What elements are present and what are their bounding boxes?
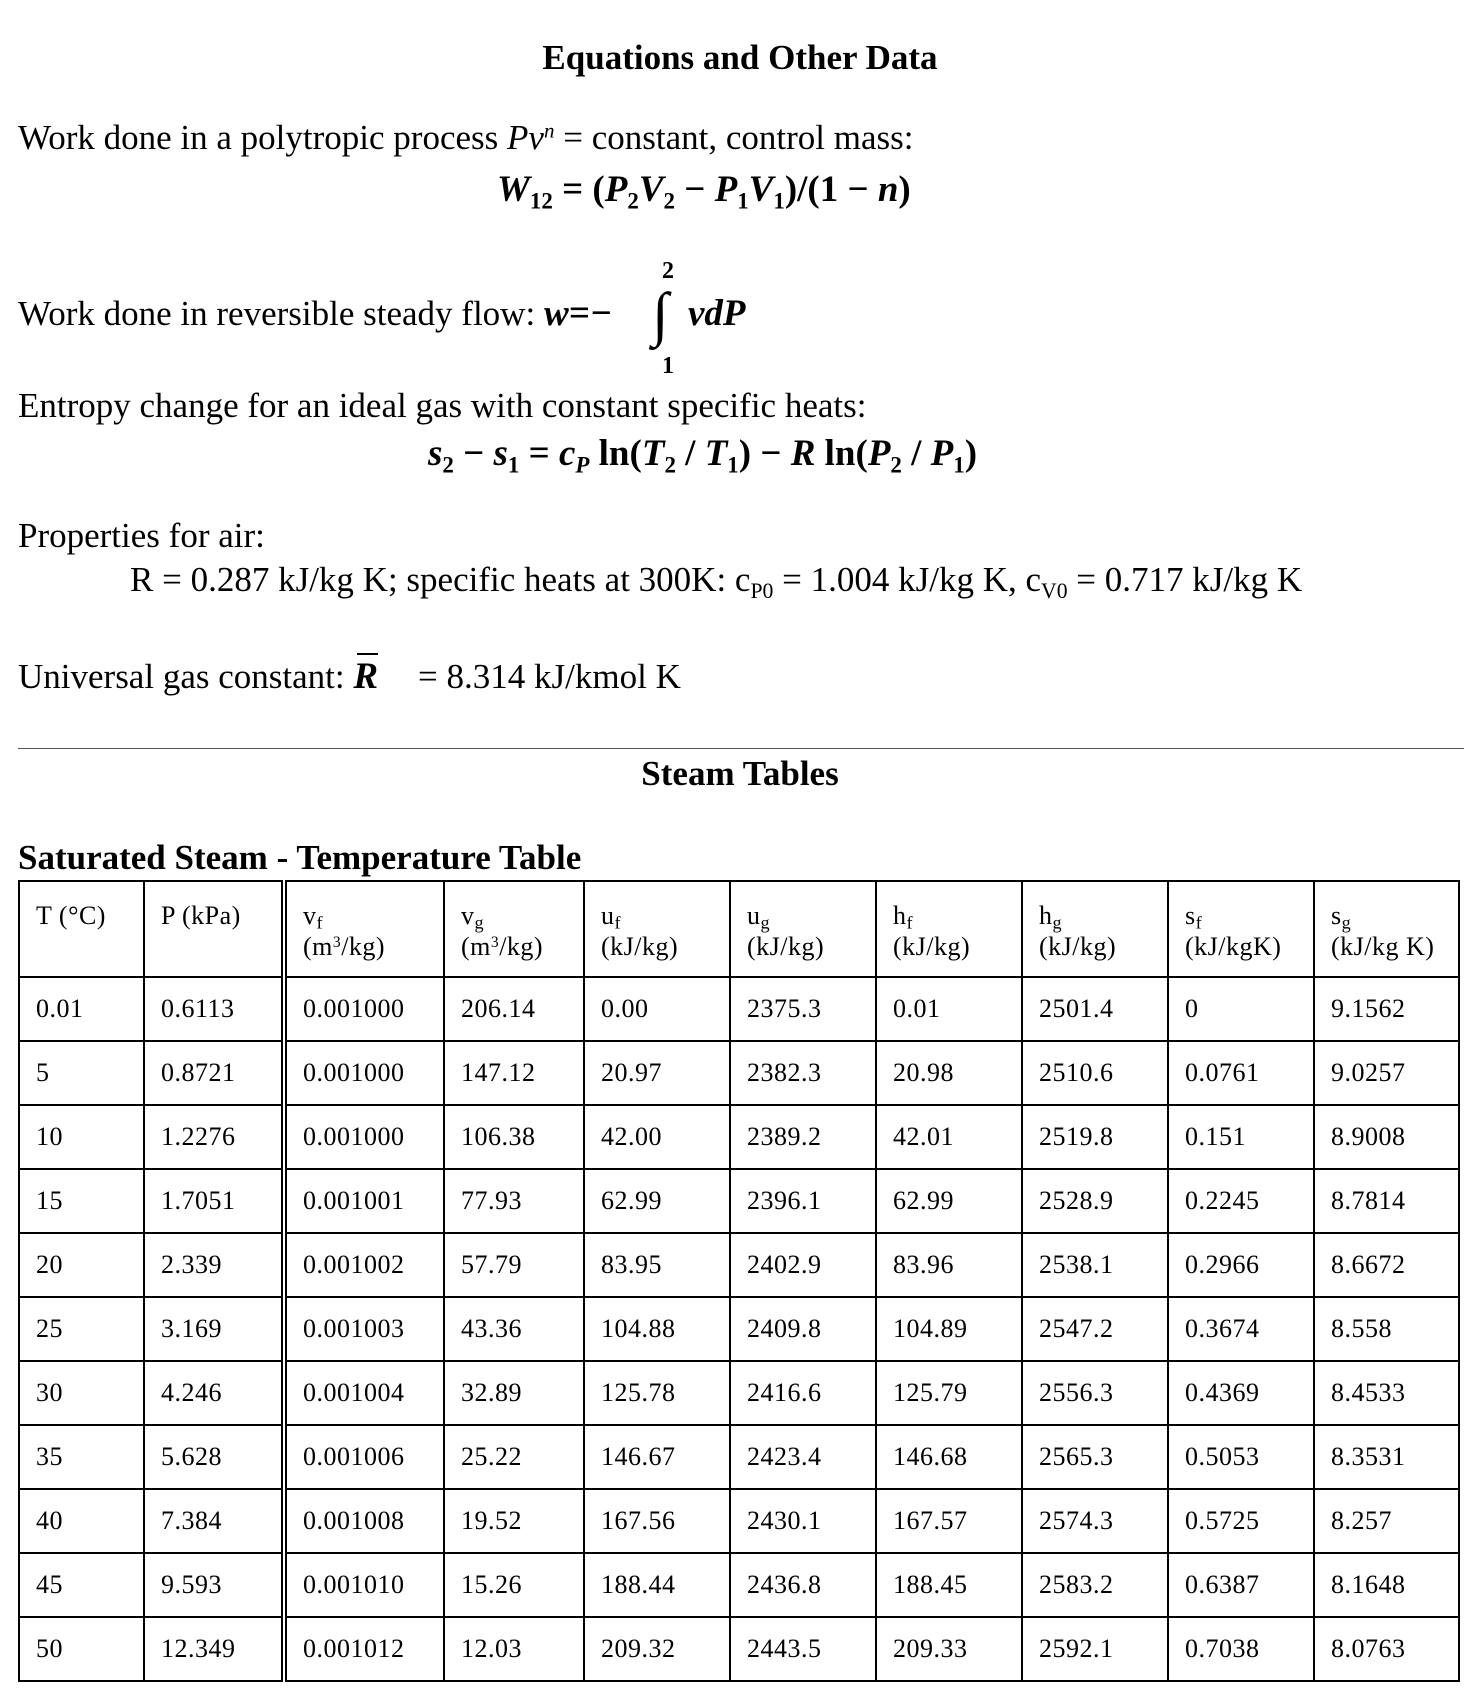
table-cell-vg: 25.22 bbox=[444, 1425, 584, 1489]
column-header-symbol: u bbox=[747, 901, 761, 930]
table-cell-sf: 0.3674 bbox=[1168, 1297, 1314, 1361]
table-cell-hf: 0.01 bbox=[876, 977, 1022, 1041]
table-cell-hf: 146.68 bbox=[876, 1425, 1022, 1489]
column-header-subscript: g bbox=[760, 912, 771, 933]
table-cell-sf: 0.7038 bbox=[1168, 1617, 1314, 1681]
table-cell-uf: 167.56 bbox=[584, 1489, 730, 1553]
column-header-unit: (kJ/kg) bbox=[1039, 932, 1117, 962]
eq-cp-sub: P bbox=[575, 452, 590, 478]
universal-text: Universal gas constant: bbox=[18, 657, 354, 696]
polytropic-equation bbox=[497, 168, 911, 214]
eq-ln-2: ln bbox=[815, 433, 856, 474]
table-row bbox=[19, 1169, 1459, 1233]
table-cell-pressure: 3.169 bbox=[144, 1297, 284, 1361]
air-line-part-2: = 1.004 kJ/kg K, c bbox=[773, 560, 1042, 599]
table-row bbox=[19, 1617, 1459, 1681]
table-cell-hg: 2592.1 bbox=[1022, 1617, 1168, 1681]
table-cell-uf: 125.78 bbox=[584, 1361, 730, 1425]
eq-v1: V bbox=[748, 169, 774, 210]
eq-equals: = ( bbox=[552, 169, 605, 210]
table-cell-pressure: 9.593 bbox=[144, 1553, 284, 1617]
table-cell-ug: 2436.8 bbox=[730, 1553, 876, 1617]
table-cell-pressure: 5.628 bbox=[144, 1425, 284, 1489]
table-cell-vg: 12.03 bbox=[444, 1617, 584, 1681]
column-header-sg bbox=[1314, 881, 1459, 977]
table-cell-temperature: 5 bbox=[19, 1041, 144, 1105]
table-cell-pressure: 1.2276 bbox=[144, 1105, 284, 1169]
eq-paren-open-1: ( bbox=[629, 433, 642, 474]
table-cell-pressure: 1.7051 bbox=[144, 1169, 284, 1233]
table-cell-hg: 2538.1 bbox=[1022, 1233, 1168, 1297]
universal-r-symbol: R bbox=[353, 656, 379, 697]
symbol-v: v bbox=[528, 118, 544, 157]
eq-r: R bbox=[790, 433, 816, 474]
table-body bbox=[19, 977, 1459, 1681]
column-header-symbol: h bbox=[893, 901, 907, 930]
table-cell-ug: 2375.3 bbox=[730, 977, 876, 1041]
table-cell-sf: 0.0761 bbox=[1168, 1041, 1314, 1105]
column-header-symbol: s bbox=[1331, 901, 1342, 930]
column-header-unit-rest: /kg) bbox=[499, 932, 544, 962]
table-row bbox=[19, 1105, 1459, 1169]
table-cell-vf: 0.001000 bbox=[284, 977, 444, 1041]
column-header-unit: (kJ/kgK) bbox=[1185, 932, 1282, 962]
table-cell-hg: 2565.3 bbox=[1022, 1425, 1168, 1489]
universal-value: = 8.314 kJ/kmol K bbox=[418, 657, 681, 696]
table-cell-vg: 147.12 bbox=[444, 1041, 584, 1105]
column-header-temperature bbox=[19, 881, 144, 977]
table-cell-ug: 2382.3 bbox=[730, 1041, 876, 1105]
table-cell-sg: 8.9008 bbox=[1314, 1105, 1459, 1169]
column-header-subscript: g bbox=[1341, 912, 1352, 933]
table-cell-sg: 8.558 bbox=[1314, 1297, 1459, 1361]
table-cell-sf: 0.5725 bbox=[1168, 1489, 1314, 1553]
table-cell-sg: 8.4533 bbox=[1314, 1361, 1459, 1425]
table-row bbox=[19, 1425, 1459, 1489]
air-line-part-3: = 0.717 kJ/kg K bbox=[1067, 560, 1303, 599]
table-row bbox=[19, 1553, 1459, 1617]
integral-expression bbox=[652, 258, 746, 379]
integral-lower-limit: 1 bbox=[662, 353, 674, 379]
air-cp-sub: P0 bbox=[750, 578, 774, 603]
table-row bbox=[19, 1361, 1459, 1425]
table-cell-vf: 0.001000 bbox=[284, 1105, 444, 1169]
table-cell-sf: 0 bbox=[1168, 977, 1314, 1041]
table-cell-sg: 8.6672 bbox=[1314, 1233, 1459, 1297]
column-header-symbol: T (°C) bbox=[36, 901, 106, 930]
table-cell-hg: 2501.4 bbox=[1022, 977, 1168, 1041]
eq-minus-1: − bbox=[453, 433, 494, 474]
table-cell-sg: 9.0257 bbox=[1314, 1041, 1459, 1105]
eq-ln-1: ln bbox=[589, 433, 630, 474]
table-cell-uf: 0.00 bbox=[584, 977, 730, 1041]
table-cell-uf: 42.00 bbox=[584, 1105, 730, 1169]
table-cell-vg: 15.26 bbox=[444, 1553, 584, 1617]
section-divider bbox=[18, 748, 1464, 749]
table-cell-ug: 2423.4 bbox=[730, 1425, 876, 1489]
table-cell-ug: 2402.9 bbox=[730, 1233, 876, 1297]
table-cell-uf: 20.97 bbox=[584, 1041, 730, 1105]
column-header-pressure bbox=[144, 881, 284, 977]
steam-tables-title: Steam Tables bbox=[641, 754, 839, 793]
eq-t2-sub: 2 bbox=[664, 452, 676, 478]
table-row bbox=[19, 1489, 1459, 1553]
column-header-symbol: h bbox=[1039, 901, 1053, 930]
table-cell-hg: 2574.3 bbox=[1022, 1489, 1168, 1553]
integral-upper-limit: 2 bbox=[662, 258, 674, 284]
eq-s1-sub: 1 bbox=[507, 452, 520, 478]
table-cell-sf: 0.5053 bbox=[1168, 1425, 1314, 1489]
table-cell-sg: 8.0763 bbox=[1314, 1617, 1459, 1681]
saturated-steam-table bbox=[18, 880, 1460, 1682]
table-cell-pressure: 7.384 bbox=[144, 1489, 284, 1553]
table-cell-pressure: 4.246 bbox=[144, 1361, 284, 1425]
column-header-sf bbox=[1168, 881, 1314, 977]
table-cell-sg: 9.1562 bbox=[1314, 977, 1459, 1041]
table-cell-hf: 125.79 bbox=[876, 1361, 1022, 1425]
table-row bbox=[19, 1041, 1459, 1105]
table-cell-hf: 62.99 bbox=[876, 1169, 1022, 1233]
table-cell-vf: 0.001001 bbox=[284, 1169, 444, 1233]
eq-slash-1: / bbox=[675, 433, 705, 474]
table-cell-sf: 0.6387 bbox=[1168, 1553, 1314, 1617]
column-header-unit: (m bbox=[461, 932, 491, 962]
table-cell-uf: 62.99 bbox=[584, 1169, 730, 1233]
table-cell-pressure: 0.8721 bbox=[144, 1041, 284, 1105]
column-header-symbol: v bbox=[461, 901, 475, 930]
table-cell-vg: 206.14 bbox=[444, 977, 584, 1041]
table-cell-temperature: 30 bbox=[19, 1361, 144, 1425]
table-cell-temperature: 10 bbox=[19, 1105, 144, 1169]
table-header-row bbox=[19, 881, 1459, 977]
table-cell-vf: 0.001002 bbox=[284, 1233, 444, 1297]
table-cell-hg: 2583.2 bbox=[1022, 1553, 1168, 1617]
table-cell-vg: 57.79 bbox=[444, 1233, 584, 1297]
eq-n: n bbox=[877, 169, 899, 210]
polytropic-text: Work done in a polytropic process bbox=[18, 118, 508, 157]
eq-paren-close-1: ) bbox=[738, 433, 752, 474]
eq-div: )/(1 − bbox=[784, 169, 878, 210]
table-cell-sg: 8.3531 bbox=[1314, 1425, 1459, 1489]
eq-w: W bbox=[497, 169, 530, 210]
table-title: Saturated Steam - Temperature Table bbox=[18, 838, 582, 877]
table-cell-temperature: 45 bbox=[19, 1553, 144, 1617]
table-cell-ug: 2443.5 bbox=[730, 1617, 876, 1681]
table-cell-vg: 77.93 bbox=[444, 1169, 584, 1233]
eq-t2: T bbox=[641, 433, 665, 474]
table-cell-sg: 8.7814 bbox=[1314, 1169, 1459, 1233]
column-header-vf bbox=[284, 881, 444, 977]
column-header-unit: (m bbox=[303, 932, 333, 962]
table-cell-hf: 104.89 bbox=[876, 1297, 1022, 1361]
air-properties-line bbox=[130, 560, 1303, 603]
steady-flow-line bbox=[18, 292, 612, 335]
eq-v1-sub: 1 bbox=[773, 188, 785, 214]
column-header-subscript: f bbox=[316, 912, 324, 933]
table-cell-hg: 2528.9 bbox=[1022, 1169, 1168, 1233]
table-cell-hg: 2556.3 bbox=[1022, 1361, 1168, 1425]
column-header-unit-exponent: 3 bbox=[490, 934, 500, 952]
table-cell-vf: 0.001006 bbox=[284, 1425, 444, 1489]
eq-s2: s bbox=[428, 433, 443, 474]
table-cell-vf: 0.001000 bbox=[284, 1041, 444, 1105]
table-cell-hf: 83.96 bbox=[876, 1233, 1022, 1297]
column-header-subscript: f bbox=[614, 912, 622, 933]
column-header-unit: (kJ/kg) bbox=[601, 932, 679, 962]
table-cell-vg: 32.89 bbox=[444, 1361, 584, 1425]
eq-p2-sub: 2 bbox=[627, 188, 639, 214]
eq-minus-2: − bbox=[751, 433, 791, 474]
table-cell-vf: 0.001004 bbox=[284, 1361, 444, 1425]
eq-p1: P bbox=[714, 169, 738, 210]
eq-t1-sub: 1 bbox=[727, 452, 739, 478]
eq-s2-sub: 2 bbox=[442, 452, 454, 478]
eq-t1: T bbox=[704, 433, 728, 474]
column-header-unit: (kJ/kg K) bbox=[1331, 932, 1435, 962]
integral-body: vdP bbox=[688, 293, 746, 334]
table-cell-uf: 188.44 bbox=[584, 1553, 730, 1617]
column-header-symbol: v bbox=[303, 901, 317, 930]
table-cell-vg: 19.52 bbox=[444, 1489, 584, 1553]
column-header-symbol: P (kPa) bbox=[161, 901, 241, 930]
table-cell-vf: 0.001008 bbox=[284, 1489, 444, 1553]
table-cell-pressure: 2.339 bbox=[144, 1233, 284, 1297]
table-cell-hg: 2510.6 bbox=[1022, 1041, 1168, 1105]
table-cell-hg: 2519.8 bbox=[1022, 1105, 1168, 1169]
table-cell-sf: 0.4369 bbox=[1168, 1361, 1314, 1425]
eq-v2-sub: 2 bbox=[663, 188, 675, 214]
steady-flow-lhs: w=− bbox=[543, 293, 613, 334]
eq-cp: c bbox=[558, 433, 576, 474]
table-cell-hf: 209.33 bbox=[876, 1617, 1022, 1681]
table-cell-ug: 2389.2 bbox=[730, 1105, 876, 1169]
table-cell-ug: 2416.6 bbox=[730, 1361, 876, 1425]
eq-close: ) bbox=[898, 169, 911, 210]
polytropic-text-after: = constant, control mass: bbox=[554, 118, 914, 157]
column-header-unit-exponent: 3 bbox=[332, 934, 342, 952]
column-header-unit: (kJ/kg) bbox=[747, 932, 825, 962]
page-title: Equations and Other Data bbox=[542, 38, 938, 77]
table-cell-uf: 146.67 bbox=[584, 1425, 730, 1489]
table-cell-ug: 2430.1 bbox=[730, 1489, 876, 1553]
air-cv-sub: V0 bbox=[1041, 578, 1068, 603]
column-header-subscript: g bbox=[1052, 912, 1063, 933]
table-cell-temperature: 15 bbox=[19, 1169, 144, 1233]
table-row bbox=[19, 977, 1459, 1041]
table-cell-vf: 0.001012 bbox=[284, 1617, 444, 1681]
table-cell-temperature: 20 bbox=[19, 1233, 144, 1297]
eq-v2: V bbox=[638, 169, 664, 210]
table-cell-ug: 2396.1 bbox=[730, 1169, 876, 1233]
polytropic-line bbox=[18, 118, 913, 158]
table-row bbox=[19, 1297, 1459, 1361]
table-cell-temperature: 25 bbox=[19, 1297, 144, 1361]
table-cell-sf: 0.2966 bbox=[1168, 1233, 1314, 1297]
eq-paren-open-2: ( bbox=[855, 433, 868, 474]
column-header-subscript: g bbox=[474, 912, 485, 933]
column-header-uf bbox=[584, 881, 730, 977]
eq-w-sub: 12 bbox=[529, 188, 553, 214]
eq-p1-sub: 1 bbox=[737, 188, 749, 214]
eq-slash-2: / bbox=[901, 433, 931, 474]
table-cell-hf: 20.98 bbox=[876, 1041, 1022, 1105]
symbol-p: P bbox=[507, 118, 529, 157]
eq-p2-b-sub: 2 bbox=[890, 452, 902, 478]
air-line-part-1: R = 0.287 kJ/kg K; specific heats at 300K: c bbox=[130, 560, 751, 599]
table-cell-hg: 2547.2 bbox=[1022, 1297, 1168, 1361]
table-cell-temperature: 40 bbox=[19, 1489, 144, 1553]
eq-p1-b-sub: 1 bbox=[953, 452, 965, 478]
table-cell-uf: 209.32 bbox=[584, 1617, 730, 1681]
table-cell-uf: 104.88 bbox=[584, 1297, 730, 1361]
air-heading: Properties for air: bbox=[18, 516, 265, 555]
table-row bbox=[19, 1233, 1459, 1297]
table-cell-hf: 188.45 bbox=[876, 1553, 1022, 1617]
eq-s1: s bbox=[493, 433, 508, 474]
eq-p1-b: P bbox=[930, 433, 954, 474]
universal-gas-constant-line bbox=[18, 655, 681, 698]
table-cell-pressure: 12.349 bbox=[144, 1617, 284, 1681]
table-cell-vf: 0.001010 bbox=[284, 1553, 444, 1617]
eq-minus: − bbox=[674, 169, 715, 210]
eq-equals-2: = bbox=[519, 433, 559, 474]
table-cell-sg: 8.257 bbox=[1314, 1489, 1459, 1553]
steady-flow-text: Work done in reversible steady flow: bbox=[18, 294, 544, 333]
table-cell-hf: 42.01 bbox=[876, 1105, 1022, 1169]
column-header-subscript: f bbox=[1195, 912, 1203, 933]
column-header-hf bbox=[876, 881, 1022, 977]
integral-sign: ∫ bbox=[652, 281, 669, 347]
table-cell-temperature: 35 bbox=[19, 1425, 144, 1489]
table-cell-vg: 43.36 bbox=[444, 1297, 584, 1361]
eq-paren-close-2: ) bbox=[964, 433, 978, 474]
table-cell-uf: 83.95 bbox=[584, 1233, 730, 1297]
column-header-hg bbox=[1022, 881, 1168, 977]
table-cell-hf: 167.57 bbox=[876, 1489, 1022, 1553]
entropy-equation bbox=[428, 432, 978, 478]
table-cell-ug: 2409.8 bbox=[730, 1297, 876, 1361]
eq-p2: P bbox=[604, 169, 628, 210]
table-cell-pressure: 0.6113 bbox=[144, 977, 284, 1041]
table-cell-temperature: 50 bbox=[19, 1617, 144, 1681]
exponent-n: n bbox=[543, 118, 555, 143]
column-header-symbol: u bbox=[601, 901, 615, 930]
table-cell-temperature: 0.01 bbox=[19, 977, 144, 1041]
table-cell-sf: 0.151 bbox=[1168, 1105, 1314, 1169]
column-header-ug bbox=[730, 881, 876, 977]
column-header-unit: (kJ/kg) bbox=[893, 932, 971, 962]
table-cell-sg: 8.1648 bbox=[1314, 1553, 1459, 1617]
column-header-vg bbox=[444, 881, 584, 977]
table-cell-vg: 106.38 bbox=[444, 1105, 584, 1169]
column-header-subscript: f bbox=[906, 912, 914, 933]
entropy-text: Entropy change for an ideal gas with constant specific heats: bbox=[18, 386, 867, 425]
column-header-symbol: s bbox=[1185, 901, 1196, 930]
eq-p2-b: P bbox=[867, 433, 891, 474]
table-cell-vf: 0.001003 bbox=[284, 1297, 444, 1361]
table-cell-sf: 0.2245 bbox=[1168, 1169, 1314, 1233]
column-header-unit-rest: /kg) bbox=[341, 932, 386, 962]
